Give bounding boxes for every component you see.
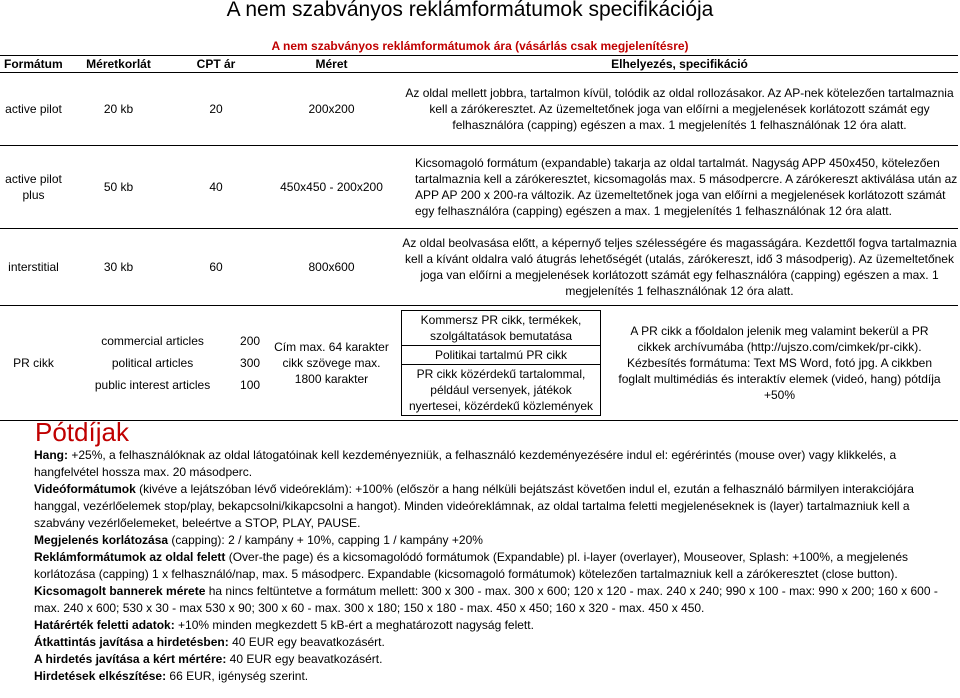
pr-desc: A PR cikk a főoldalon jelenik meg valamint bekerül a PR cikkek archívumába (http://ujszo.com/cimkek/pr-cikk). Kézbesítés formátuma: Text MS Word, fotó jpg. A cikkben foglalt multimédiás és interaktív elemek (videó, hang) pótdíja +50% [618,324,941,402]
note-label: A hirdetés javítása a kért mértére: [34,652,227,666]
format-cell: active pilot [5,102,62,116]
note-label: Átkattintás javítása a hirdetésben: [34,635,229,649]
spec-table [0,55,958,421]
size-cell: 20 kb [103,102,134,116]
note-text: +10% minden megkezdett 5 kB-ért a meghatározott nagyság felett. [174,618,534,632]
note-label: Reklámformátumok az oldal felett [34,550,226,564]
note-item [34,651,952,668]
note-text: ha nincs feltüntetve a formátum mellett: 300 x 300 - max. 300 x 600; 120 x 120 - max. 240 x 240; 990 x 100 - max: 990 x 200; 160 x 600 - max. 240 x 600; 530 x 30 - max 530 x 90; 300 x 60 - max. 300 x 180; 150 x 180 - max. 450 x 450; 160 x 320 - max. 450 x 450. [34,584,938,615]
table-row [0,73,958,146]
pr-price-cell [67,306,262,421]
placement-cell: Az oldal beolvasása előtt, a képernyő teljes szélességére és magasságára. Kezdettől fogva tartalmaznia kell a kívánt oldalra való átugrás lehetőségét (utalás, zárókereszt, idő 3 másodperig). Az üzemeltetőnek joga van előírni a megjelenések korlátozott számát egy felhasználóra (capping) egészen a max. 1 megjelenítés 1 felhasználónak 12 óra alatt. [401,229,958,306]
note-item [34,668,952,685]
format-cell: interstitial [0,229,67,306]
note-label: Hirdetések elkészítése: [34,669,167,683]
note-text: 40 EUR egy beavatkozásért. [228,635,385,649]
note-item [34,532,952,549]
pr-commercial-price: 200 [240,334,261,348]
note-item [34,583,952,617]
pr-price-table [67,330,262,396]
header-dimension: Méret [262,56,401,73]
size-cell: 50 kb [67,146,170,229]
note-item [34,481,952,532]
note-item [34,447,952,481]
note-label: Videóformátumok [34,482,136,496]
note-text: (capping): 2 / kampány + 10%, capping 1 / kampány +20% [168,533,483,547]
page-title: A nem szabványos reklámformátumok specifikációja [226,0,714,21]
header-format: Formátum [0,56,67,73]
note-item [34,617,952,634]
placement-cell [401,306,958,421]
pr-type-column [401,310,601,416]
pr-description-table [401,310,958,416]
table-row [0,229,958,306]
note-label: Megjelenés korlátozása [34,533,169,547]
cpt-cell: 60 [170,229,262,306]
pr-public-label: public interest articles [94,378,211,392]
cpt-cell: 40 [170,146,262,229]
pr-public-price: 100 [240,378,261,392]
table-caption: A nem szabványos reklámformátumok ára (vásárlás csak megjelenítésre) [271,39,689,53]
dimension-cell: Cím max. 64 karakter cikk szövege max. 1800 karakter [262,306,401,421]
header-cpt: CPT ár [170,56,262,73]
header-placement: Elhelyezés, specifikáció [401,56,958,73]
cpt-cell: 20 [209,102,223,116]
table-row [0,306,958,421]
surcharges-title: Pótdíjak [35,417,129,447]
pr-political-desc: Politikai tartalmú PR cikk [401,346,601,365]
note-text: 40 EUR egy beavatkozásért. [226,652,383,666]
dimension-cell: 450x450 - 200x200 [262,146,401,229]
format-cell: PR cikk [0,306,67,421]
note-label: Kicsomagolt bannerek mérete [34,584,206,598]
surcharge-notes [34,447,952,685]
placement-cell: Az oldal mellett jobbra, tartalmon kívül, tolódik az oldal rollozásakor. Az AP-nek kötelezően tartalmaznia kell a zárókeresztet. Az üzemeltetőnek joga van előírni a megjelenések korlátozott számát egy felhasználóra (capping) egészen a max. 1 megjelenítés 1 felhasználónak 12 óra alatt. [405,86,954,132]
note-text: (Over-the page) és a kicsomagolódó formátumok (Expandable) pl. i-layer (overlayer), Mouseover, Splash: +100%, a megjelenés korlátozása (capping) 1 x felhasználó/nap, max. 5 másodperc. Expandable (kicsomagoló formátumok) kötelezően tartalmazniuk kell a zárókeresztet (close button). [34,550,909,581]
pr-public-desc: PR cikk közérdekű tartalommal, például versenyek, játékok nyertesei, közérdekű közlemények [401,365,601,416]
pr-political-price: 300 [240,356,261,370]
pr-commercial-label: commercial articles [101,334,204,348]
dimension-cell: 200x200 [308,102,355,116]
pr-commercial-desc: Kommersz PR cikk, termékek, szolgáltatások bemutatása [401,310,601,346]
pr-political-label: political articles [111,356,194,370]
note-text: 66 EUR, igénység szerint. [166,669,309,683]
note-item [34,634,952,651]
table-row [0,146,958,229]
header-size-limit: Méretkorlát [67,56,170,73]
note-label: Hang: [34,448,68,462]
note-text: +25%, a felhasználóknak az oldal látogatóinak kell kezdeményezniük, a felhasználó kezdeményezésére indul el: egérérintés (mouse over) vagy klikkelés, a hangfelvétel hossza max. 20 másodperc. [34,448,897,479]
note-item [34,549,952,583]
table-header-row [0,56,958,73]
note-text: (kivéve a lejátszóban lévő videóreklám): +100% (először a hang nélküli bejátszást követően indul el, ezután a felhasználó bármilyen interakciójára hanggal, vezérlőelemek stop/play, bekapcsolni/kikapcsolni a hangot). Minden videóreklámnak, az oldal tartalma feletti megjelenéseknek is (layer) tartalmazniuk kell a szabvány vezérlőelemeket, beleértve a STOP, PLAY, PAUSE. [34,482,914,530]
dimension-cell: 800x600 [262,229,401,306]
format-cell: active pilot plus [0,146,67,229]
placement-cell: Kicsomagoló formátum (expandable) takarja az oldal tartalmát. Nagyság APP 450x450, kötelezően tartalmaznia kell a zárókeresztet, kicsomagolás max. 5 másodpercre. A zárókereszt aktiválása után az APP AP 200 x 200-ra változik. Az üzemeltetőnek joga van előírni a megjelenések korlátozott számát egy felhasználóra (capping) egészen a max. 1 megjelenítés 1 felhasználónak 12 óra alatt. [401,146,958,229]
note-label: Határérték feletti adatok: [34,618,175,632]
size-cell: 30 kb [67,229,170,306]
